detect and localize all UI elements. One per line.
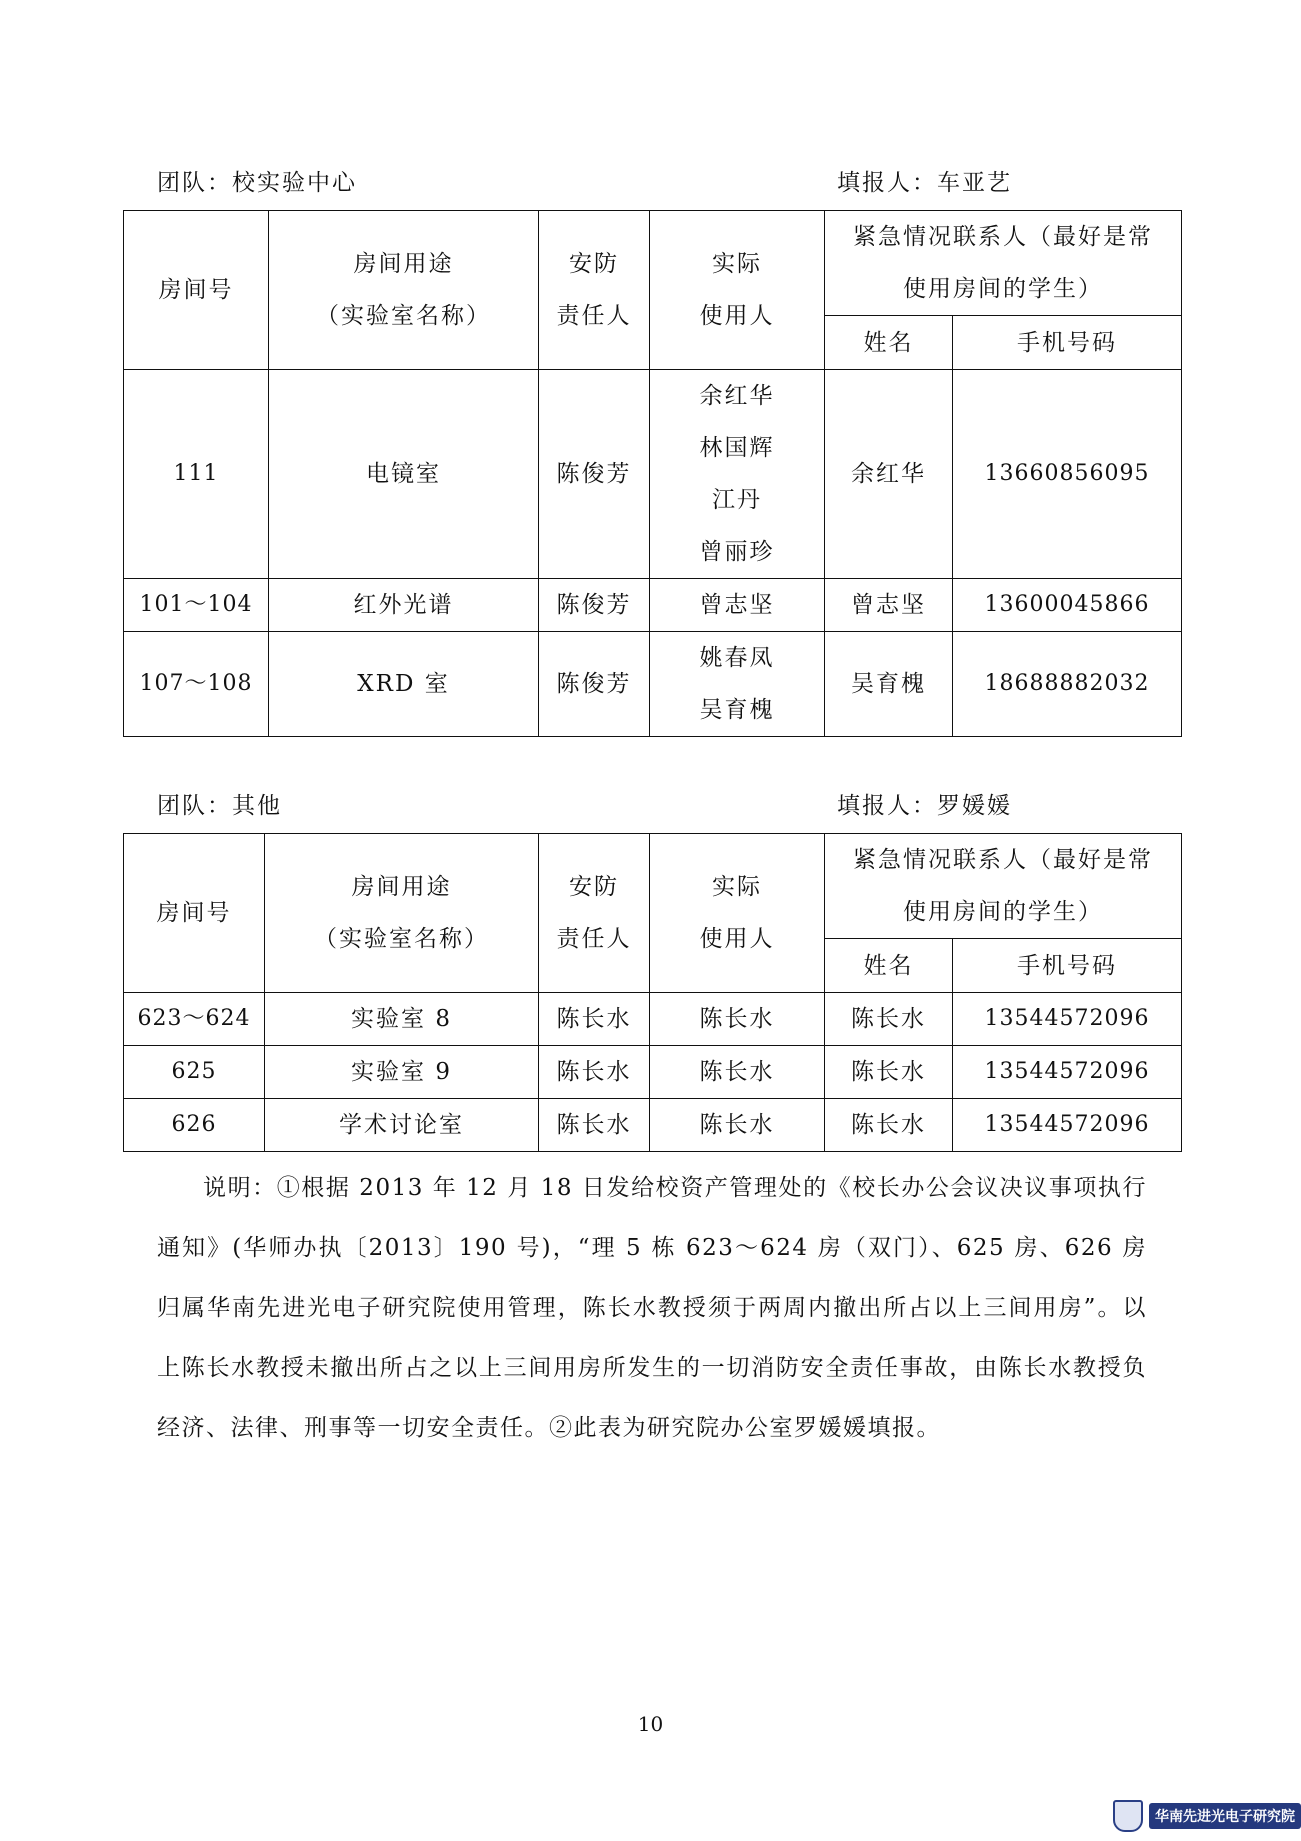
cell-contact: 陈长水 (825, 1046, 953, 1099)
shield-icon (1113, 1800, 1143, 1832)
header-phone: 手机号码 (953, 316, 1182, 370)
logo-text: 华南先进光电子研究院 (1149, 1803, 1301, 1829)
cell-use: XRD 室 (269, 632, 539, 737)
cell-use: 电镜室 (269, 370, 539, 579)
filler-label: 填报人：罗媛媛 (837, 793, 1012, 819)
cell-room: 101～104 (124, 579, 269, 632)
cell-room: 107～108 (124, 632, 269, 737)
filler-label: 填报人：车亚艺 (837, 170, 1012, 196)
header-safety: 安防 责任人 (539, 834, 650, 993)
cell-contact: 曾志坚 (825, 579, 953, 632)
cell-users: 余红华 林国辉 江丹 曾丽珍 (650, 370, 825, 579)
cell-users: 姚春凤 吴育槐 (650, 632, 825, 737)
table-row (124, 1099, 1182, 1152)
header-name: 姓名 (825, 939, 953, 993)
cell-use: 实验室 9 (265, 1046, 539, 1099)
header-safety: 安防 责任人 (539, 211, 650, 370)
cell-use: 学术讨论室 (265, 1099, 539, 1152)
header-contact: 紧急情况联系人（最好是常 使用房间的学生） (825, 834, 1182, 939)
cell-phone: 13660856095 (953, 370, 1182, 579)
cell-users: 陈长水 (650, 1046, 825, 1099)
cell-contact: 余红华 (825, 370, 953, 579)
cell-safety: 陈俊芳 (539, 632, 650, 737)
cell-contact: 陈长水 (825, 1099, 953, 1152)
cell-contact: 陈长水 (825, 993, 953, 1046)
cell-users: 曾志坚 (650, 579, 825, 632)
cell-safety: 陈长水 (539, 1046, 650, 1099)
cell-safety: 陈长水 (539, 1099, 650, 1152)
cell-safety: 陈俊芳 (539, 579, 650, 632)
table-row (124, 1046, 1182, 1099)
table-row (124, 579, 1182, 632)
cell-phone: 13544572096 (953, 1046, 1182, 1099)
table-row (124, 632, 1182, 737)
cell-room: 626 (124, 1099, 265, 1152)
table-row (124, 370, 1182, 579)
cell-phone: 13544572096 (953, 993, 1182, 1046)
cell-phone: 18688882032 (953, 632, 1182, 737)
header-name: 姓名 (825, 316, 953, 370)
cell-phone: 13544572096 (953, 1099, 1182, 1152)
team-label: 团队：校实验中心 (157, 170, 357, 196)
table-row (124, 993, 1182, 1046)
header-use: 房间用途 （实验室名称） (269, 211, 539, 370)
cell-room: 625 (124, 1046, 265, 1099)
header-users: 实际 使用人 (650, 834, 825, 993)
cell-safety: 陈俊芳 (539, 370, 650, 579)
cell-users: 陈长水 (650, 1099, 825, 1152)
cell-use: 实验室 8 (265, 993, 539, 1046)
header-room: 房间号 (124, 211, 269, 370)
cell-room: 623～624 (124, 993, 265, 1046)
cell-room: 111 (124, 370, 269, 579)
cell-phone: 13600045866 (953, 579, 1182, 632)
note-text: 说明：①根据 2013 年 12 月 18 日发给校资产管理处的《校长办公会议决议事项执行通知》(华师办执〔2013〕190 号)，“理 5 栋 623～624 房（双门）、625 房、626 房归属华南先进光电子研究院使用管理，陈长水教授须于两周内撤出所占以上三间用房”。以上陈长水教授未撤出所占之以上三间用房所发生的一切消防安全责任事故，由陈长水教授负经济、法律、刑事等一切安全责任。②此表为研究院办公室罗媛媛填报。 (157, 1175, 1147, 1441)
team-label: 团队：其他 (157, 793, 282, 819)
header-room: 房间号 (124, 834, 265, 993)
team-line-1 (157, 167, 1027, 199)
cell-users: 陈长水 (650, 993, 825, 1046)
cell-contact: 吴育槐 (825, 632, 953, 737)
institute-logo (1113, 1800, 1301, 1832)
header-use: 房间用途 （实验室名称） (265, 834, 539, 993)
header-phone: 手机号码 (953, 939, 1182, 993)
header-users: 实际 使用人 (650, 211, 825, 370)
room-table-1 (123, 210, 1182, 737)
header-contact: 紧急情况联系人（最好是常 使用房间的学生） (825, 211, 1182, 316)
cell-use: 红外光谱 (269, 579, 539, 632)
page-number: 10 (637, 1712, 664, 1736)
room-table-2 (123, 833, 1182, 1152)
cell-safety: 陈长水 (539, 993, 650, 1046)
team-line-2 (157, 790, 1027, 822)
note-paragraph (157, 1158, 1147, 1458)
